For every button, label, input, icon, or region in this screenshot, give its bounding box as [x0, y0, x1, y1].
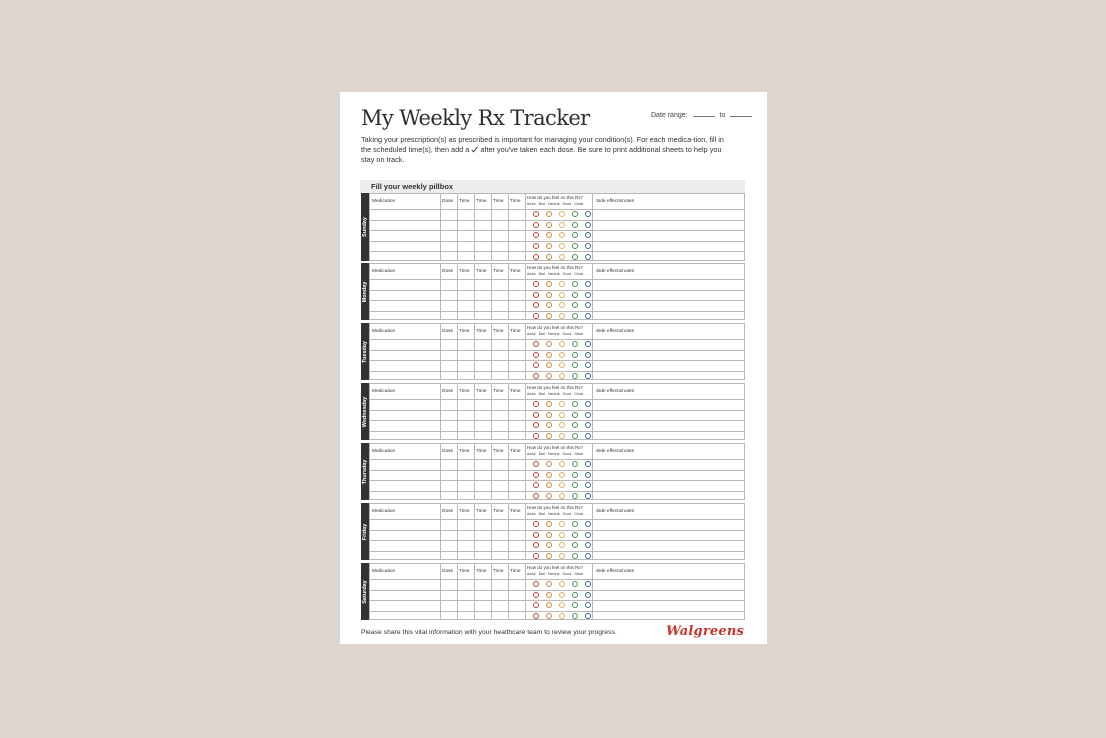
rating-circle[interactable] — [533, 352, 539, 358]
intro-text-start: Taking your prescription(s) as prescribed is important for managing your condition(s). For each medica-tion, fill in the scheduled time(s), then add a — [361, 135, 724, 154]
rating-circle[interactable] — [585, 232, 591, 238]
rating-circle[interactable] — [559, 341, 565, 347]
header-feel — [527, 565, 583, 577]
rating-circle[interactable] — [572, 581, 578, 587]
rating-circle[interactable] — [533, 302, 539, 308]
header-feel — [527, 325, 583, 337]
rating-circle[interactable] — [585, 341, 591, 347]
rating-circle[interactable] — [546, 602, 552, 608]
row-divider — [370, 431, 744, 432]
header-time: Time — [459, 569, 470, 574]
row-divider — [370, 480, 744, 481]
header-time: Time — [476, 509, 487, 514]
rating-circle[interactable] — [585, 482, 591, 488]
rating-circle[interactable] — [546, 281, 552, 287]
column-divider — [474, 194, 475, 260]
feel-question: How do you feel on this Rx? — [527, 505, 584, 510]
row-divider — [370, 470, 744, 471]
feel-question: How do you feel on this Rx? — [527, 565, 584, 570]
row-divider — [370, 360, 744, 361]
rating-circle[interactable] — [585, 281, 591, 287]
row-divider — [370, 590, 744, 591]
header-time: Time — [493, 569, 504, 574]
column-divider — [440, 194, 441, 260]
rating-circle[interactable] — [572, 341, 578, 347]
rating-circle[interactable] — [546, 211, 552, 217]
feel-scale: Awful · Bad · Neutral · Good · Great — [527, 572, 584, 576]
feel-scale: Awful · Bad · Neutral · Good · Great — [527, 332, 584, 336]
header-time: Time — [510, 509, 521, 514]
rating-circle[interactable] — [572, 472, 578, 478]
rating-circle[interactable] — [559, 352, 565, 358]
header-time: Time — [476, 389, 487, 394]
grid-header-row — [370, 444, 744, 460]
day-label: Friday — [362, 523, 368, 540]
day-label: Monday — [362, 281, 368, 302]
rating-circle[interactable] — [572, 243, 578, 249]
header-dose: Dose — [442, 389, 454, 394]
rating-circle[interactable] — [559, 232, 565, 238]
rating-circle[interactable] — [533, 592, 539, 598]
rating-circle[interactable] — [546, 292, 552, 298]
header-time: Time — [476, 569, 487, 574]
rating-circle[interactable] — [559, 521, 565, 527]
row-divider — [370, 420, 744, 421]
rating-circle[interactable] — [585, 613, 591, 619]
rating-circle[interactable] — [572, 433, 578, 439]
rating-circle[interactable] — [533, 211, 539, 217]
rating-circle[interactable] — [546, 532, 552, 538]
rating-circle[interactable] — [572, 482, 578, 488]
header-medication: Medication — [372, 389, 396, 394]
day-label: Sunday — [362, 217, 368, 237]
rating-circle[interactable] — [546, 232, 552, 238]
header-notes: Side effects/notes — [596, 269, 635, 274]
day-label: Tuesday — [362, 340, 368, 363]
header-feel — [527, 265, 583, 277]
rating-circle[interactable] — [572, 292, 578, 298]
rating-circle[interactable] — [585, 472, 591, 478]
rating-circle[interactable] — [546, 482, 552, 488]
rating-circle[interactable] — [572, 493, 578, 499]
rating-circle[interactable] — [572, 222, 578, 228]
day-section-tuesday — [361, 323, 745, 380]
row-divider — [370, 300, 744, 301]
rating-circle[interactable] — [533, 433, 539, 439]
column-divider — [525, 194, 526, 260]
header-time: Time — [459, 449, 470, 454]
header-feel — [527, 385, 583, 397]
rating-circle[interactable] — [533, 313, 539, 319]
pillbox-header: Fill your weekly pillbox — [360, 180, 745, 193]
header-time: Time — [459, 269, 470, 274]
rating-circle[interactable] — [546, 352, 552, 358]
rating-circle[interactable] — [559, 222, 565, 228]
rating-circle[interactable] — [585, 302, 591, 308]
header-time: Time — [459, 389, 470, 394]
rating-circle[interactable] — [559, 362, 565, 368]
rating-circle[interactable] — [533, 232, 539, 238]
rating-circle[interactable] — [585, 254, 591, 260]
rating-circle[interactable] — [585, 553, 591, 559]
rating-circle[interactable] — [533, 422, 539, 428]
rating-circle[interactable] — [546, 243, 552, 249]
day-label: Wednesday — [362, 396, 368, 427]
header-time: Time — [510, 569, 521, 574]
rating-circle[interactable] — [559, 482, 565, 488]
medication-grid — [369, 193, 745, 261]
rating-circle[interactable] — [559, 373, 565, 379]
rating-circle[interactable] — [585, 373, 591, 379]
rating-circle[interactable] — [572, 352, 578, 358]
feel-scale: Awful · Bad · Neutral · Good · Great — [527, 452, 584, 456]
rating-circle[interactable] — [585, 401, 591, 407]
day-label-bar — [361, 323, 369, 380]
header-feel — [527, 445, 583, 457]
day-section-sunday — [361, 193, 745, 261]
header-time: Time — [510, 269, 521, 274]
header-notes: Side effects/notes — [596, 449, 635, 454]
header-time: Time — [459, 509, 470, 514]
header-time: Time — [510, 389, 521, 394]
walgreens-logo: Walgreens — [666, 624, 744, 639]
rating-circle[interactable] — [585, 602, 591, 608]
rating-circle[interactable] — [559, 292, 565, 298]
rating-circle[interactable] — [572, 373, 578, 379]
rating-circle[interactable] — [546, 521, 552, 527]
rating-circle[interactable] — [572, 461, 578, 467]
page-title: My Weekly Rx Tracker — [361, 106, 590, 130]
medication-grid — [369, 263, 745, 320]
row-divider — [370, 530, 744, 531]
header-medication: Medication — [372, 269, 396, 274]
header-medication: Medication — [372, 569, 396, 574]
rating-circle[interactable] — [546, 592, 552, 598]
header-time: Time — [476, 449, 487, 454]
rating-circle[interactable] — [585, 362, 591, 368]
rating-circle[interactable] — [559, 602, 565, 608]
rating-circle[interactable] — [585, 542, 591, 548]
column-divider — [457, 194, 458, 260]
rating-circle[interactable] — [572, 362, 578, 368]
rating-circle[interactable] — [559, 493, 565, 499]
grid-header-row — [370, 264, 744, 280]
date-end-field[interactable] — [730, 111, 752, 117]
header-dose: Dose — [442, 269, 454, 274]
rating-circle[interactable] — [546, 433, 552, 439]
row-divider — [370, 371, 744, 372]
header-time: Time — [459, 329, 470, 334]
rating-circle[interactable] — [572, 521, 578, 527]
rating-circle[interactable] — [585, 581, 591, 587]
day-section-monday — [361, 263, 745, 320]
header-notes: Side effects/notes — [596, 329, 635, 334]
rating-circle[interactable] — [585, 433, 591, 439]
date-range — [651, 111, 755, 119]
grid-header-row — [370, 194, 744, 210]
medication-grid — [369, 563, 745, 620]
feel-question: How do you feel on this Rx? — [527, 325, 584, 330]
row-divider — [370, 230, 744, 231]
column-divider — [592, 194, 593, 260]
rating-circle[interactable] — [533, 243, 539, 249]
rating-circle[interactable] — [546, 254, 552, 260]
header-dose: Dose — [442, 449, 454, 454]
header-dose: Dose — [442, 569, 454, 574]
rating-circle[interactable] — [533, 373, 539, 379]
day-label: Saturday — [362, 579, 368, 604]
rating-circle[interactable] — [559, 401, 565, 407]
rating-circle[interactable] — [572, 412, 578, 418]
grid-header-row — [370, 384, 744, 400]
rating-circle[interactable] — [572, 553, 578, 559]
feel-question: How do you feel on this Rx? — [527, 445, 584, 450]
header-time: Time — [493, 199, 504, 204]
rating-circle[interactable] — [559, 581, 565, 587]
rating-circle[interactable] — [585, 592, 591, 598]
rating-circle[interactable] — [533, 472, 539, 478]
rating-circle[interactable] — [546, 373, 552, 379]
grid-header-row — [370, 324, 744, 340]
rating-circle[interactable] — [533, 602, 539, 608]
rating-circle[interactable] — [533, 493, 539, 499]
rating-circle[interactable] — [546, 542, 552, 548]
rating-circle[interactable] — [559, 211, 565, 217]
rating-circle[interactable] — [559, 243, 565, 249]
header-time: Time — [493, 509, 504, 514]
intro-paragraph — [361, 135, 733, 165]
feel-question: How do you feel on this Rx? — [527, 265, 584, 270]
rating-circle[interactable] — [546, 553, 552, 559]
rating-circle[interactable] — [559, 412, 565, 418]
rating-circle[interactable] — [559, 472, 565, 478]
rating-circle[interactable] — [546, 613, 552, 619]
rating-circle[interactable] — [572, 401, 578, 407]
rating-circle[interactable] — [572, 302, 578, 308]
row-divider — [370, 251, 744, 252]
day-label-bar — [361, 263, 369, 320]
rating-circle[interactable] — [533, 341, 539, 347]
column-divider — [508, 194, 509, 260]
rating-circle[interactable] — [546, 493, 552, 499]
rating-circle[interactable] — [559, 302, 565, 308]
rating-circle[interactable] — [585, 461, 591, 467]
column-divider — [491, 194, 492, 260]
rating-circle[interactable] — [585, 493, 591, 499]
day-label-bar — [361, 503, 369, 560]
medication-grid — [369, 443, 745, 500]
rating-circle[interactable] — [533, 362, 539, 368]
rating-circle[interactable] — [572, 542, 578, 548]
rating-circle[interactable] — [559, 592, 565, 598]
row-divider — [370, 600, 744, 601]
rating-circle[interactable] — [572, 281, 578, 287]
rating-circle[interactable] — [572, 532, 578, 538]
rating-circle[interactable] — [546, 222, 552, 228]
rating-circle[interactable] — [559, 281, 565, 287]
header-time: Time — [493, 269, 504, 274]
day-section-friday — [361, 503, 745, 560]
rating-circle[interactable] — [572, 254, 578, 260]
feel-question: How do you feel on this Rx? — [527, 385, 584, 390]
header-notes: Side effects/notes — [596, 509, 635, 514]
rating-circle[interactable] — [546, 472, 552, 478]
grid-header-row — [370, 504, 744, 520]
row-divider — [370, 241, 744, 242]
rating-circle[interactable] — [533, 412, 539, 418]
header-dose: Dose — [442, 509, 454, 514]
header-time: Time — [510, 329, 521, 334]
rating-circle[interactable] — [572, 592, 578, 598]
rating-circle[interactable] — [559, 254, 565, 260]
header-time: Time — [510, 449, 521, 454]
row-divider — [370, 540, 744, 541]
grid-header-row — [370, 564, 744, 580]
header-time: Time — [493, 389, 504, 394]
date-range-separator: to — [719, 112, 726, 119]
rating-circle[interactable] — [559, 461, 565, 467]
day-label-bar — [361, 563, 369, 620]
rating-circle[interactable] — [546, 401, 552, 407]
header-notes: Side effects/notes — [596, 199, 635, 204]
rating-circle[interactable] — [585, 532, 591, 538]
rating-circle[interactable] — [559, 433, 565, 439]
rating-circle[interactable] — [533, 401, 539, 407]
rating-circle[interactable] — [533, 521, 539, 527]
rating-circle[interactable] — [559, 613, 565, 619]
date-range-label: Date range: — [651, 112, 688, 119]
rating-circle[interactable] — [533, 581, 539, 587]
row-divider — [370, 551, 744, 552]
rating-circle[interactable] — [572, 232, 578, 238]
header-medication: Medication — [372, 449, 396, 454]
rating-circle[interactable] — [533, 542, 539, 548]
rating-circle[interactable] — [546, 302, 552, 308]
header-feel — [527, 195, 583, 207]
day-label-bar — [361, 193, 369, 261]
rating-circle[interactable] — [585, 422, 591, 428]
rating-circle[interactable] — [559, 542, 565, 548]
row-divider — [370, 311, 744, 312]
rating-circle[interactable] — [585, 222, 591, 228]
rating-circle[interactable] — [585, 521, 591, 527]
rating-circle[interactable] — [546, 412, 552, 418]
rating-circle[interactable] — [533, 482, 539, 488]
rating-circle[interactable] — [559, 313, 565, 319]
medication-grid — [369, 383, 745, 440]
header-time: Time — [476, 329, 487, 334]
feel-scale: Awful · Bad · Neutral · Good · Great — [527, 202, 584, 206]
header-time: Time — [493, 329, 504, 334]
day-label-bar — [361, 383, 369, 440]
rating-circle[interactable] — [572, 613, 578, 619]
header-time: Time — [459, 199, 470, 204]
header-time: Time — [510, 199, 521, 204]
rating-circle[interactable] — [533, 292, 539, 298]
rating-circle[interactable] — [585, 412, 591, 418]
intro-text-end: after you've taken each dose. Be sure to print additional sheets to help you stay on track. — [361, 145, 722, 164]
day-label-bar — [361, 443, 369, 500]
rating-circle[interactable] — [585, 313, 591, 319]
rating-circle[interactable] — [533, 461, 539, 467]
feel-scale: Awful · Bad · Neutral · Good · Great — [527, 272, 584, 276]
rating-circle[interactable] — [559, 422, 565, 428]
rating-circle[interactable] — [533, 553, 539, 559]
rating-circle[interactable] — [572, 211, 578, 217]
header-dose: Dose — [442, 329, 454, 334]
medication-grid — [369, 323, 745, 380]
row-divider — [370, 491, 744, 492]
rating-circle[interactable] — [585, 243, 591, 249]
rating-circle[interactable] — [533, 254, 539, 260]
rating-circle[interactable] — [546, 362, 552, 368]
rating-circle[interactable] — [585, 352, 591, 358]
rating-circle[interactable] — [533, 281, 539, 287]
feel-question: How do you feel on this Rx? — [527, 195, 584, 200]
day-section-wednesday — [361, 383, 745, 440]
feel-scale: Awful · Bad · Neutral · Good · Great — [527, 512, 584, 516]
rating-circle[interactable] — [533, 613, 539, 619]
footer-note: Please share this vital information with your healthcare team to review your progress. — [361, 629, 617, 636]
row-divider — [370, 290, 744, 291]
header-notes: Side effects/notes — [596, 389, 635, 394]
rating-circle[interactable] — [572, 422, 578, 428]
rating-circle[interactable] — [585, 211, 591, 217]
rating-circle[interactable] — [585, 292, 591, 298]
header-dose: Dose — [442, 199, 454, 204]
row-divider — [370, 410, 744, 411]
checkmark-icon — [471, 146, 478, 153]
header-time: Time — [476, 199, 487, 204]
day-section-thursday — [361, 443, 745, 500]
header-medication: Medication — [372, 199, 396, 204]
rating-circle[interactable] — [533, 532, 539, 538]
day-section-saturday — [361, 563, 745, 620]
rating-circle[interactable] — [533, 222, 539, 228]
header-medication: Medication — [372, 509, 396, 514]
header-notes: Side effects/notes — [596, 569, 635, 574]
header-medication: Medication — [372, 329, 396, 334]
medication-grid — [369, 503, 745, 560]
rating-circle[interactable] — [546, 581, 552, 587]
row-divider — [370, 611, 744, 612]
row-divider — [370, 350, 744, 351]
rating-circle[interactable] — [572, 602, 578, 608]
date-start-field[interactable] — [693, 111, 715, 117]
rating-circle[interactable] — [546, 422, 552, 428]
tracker-sheet — [340, 92, 767, 644]
day-label: Thursday — [362, 459, 368, 484]
header-time: Time — [476, 269, 487, 274]
rating-circle[interactable] — [559, 532, 565, 538]
rating-circle[interactable] — [572, 313, 578, 319]
rating-circle[interactable] — [546, 313, 552, 319]
row-divider — [370, 220, 744, 221]
rating-circle[interactable] — [559, 553, 565, 559]
rating-circle[interactable] — [546, 461, 552, 467]
header-time: Time — [493, 449, 504, 454]
feel-scale: Awful · Bad · Neutral · Good · Great — [527, 392, 584, 396]
rating-circle[interactable] — [546, 341, 552, 347]
header-feel — [527, 505, 583, 517]
